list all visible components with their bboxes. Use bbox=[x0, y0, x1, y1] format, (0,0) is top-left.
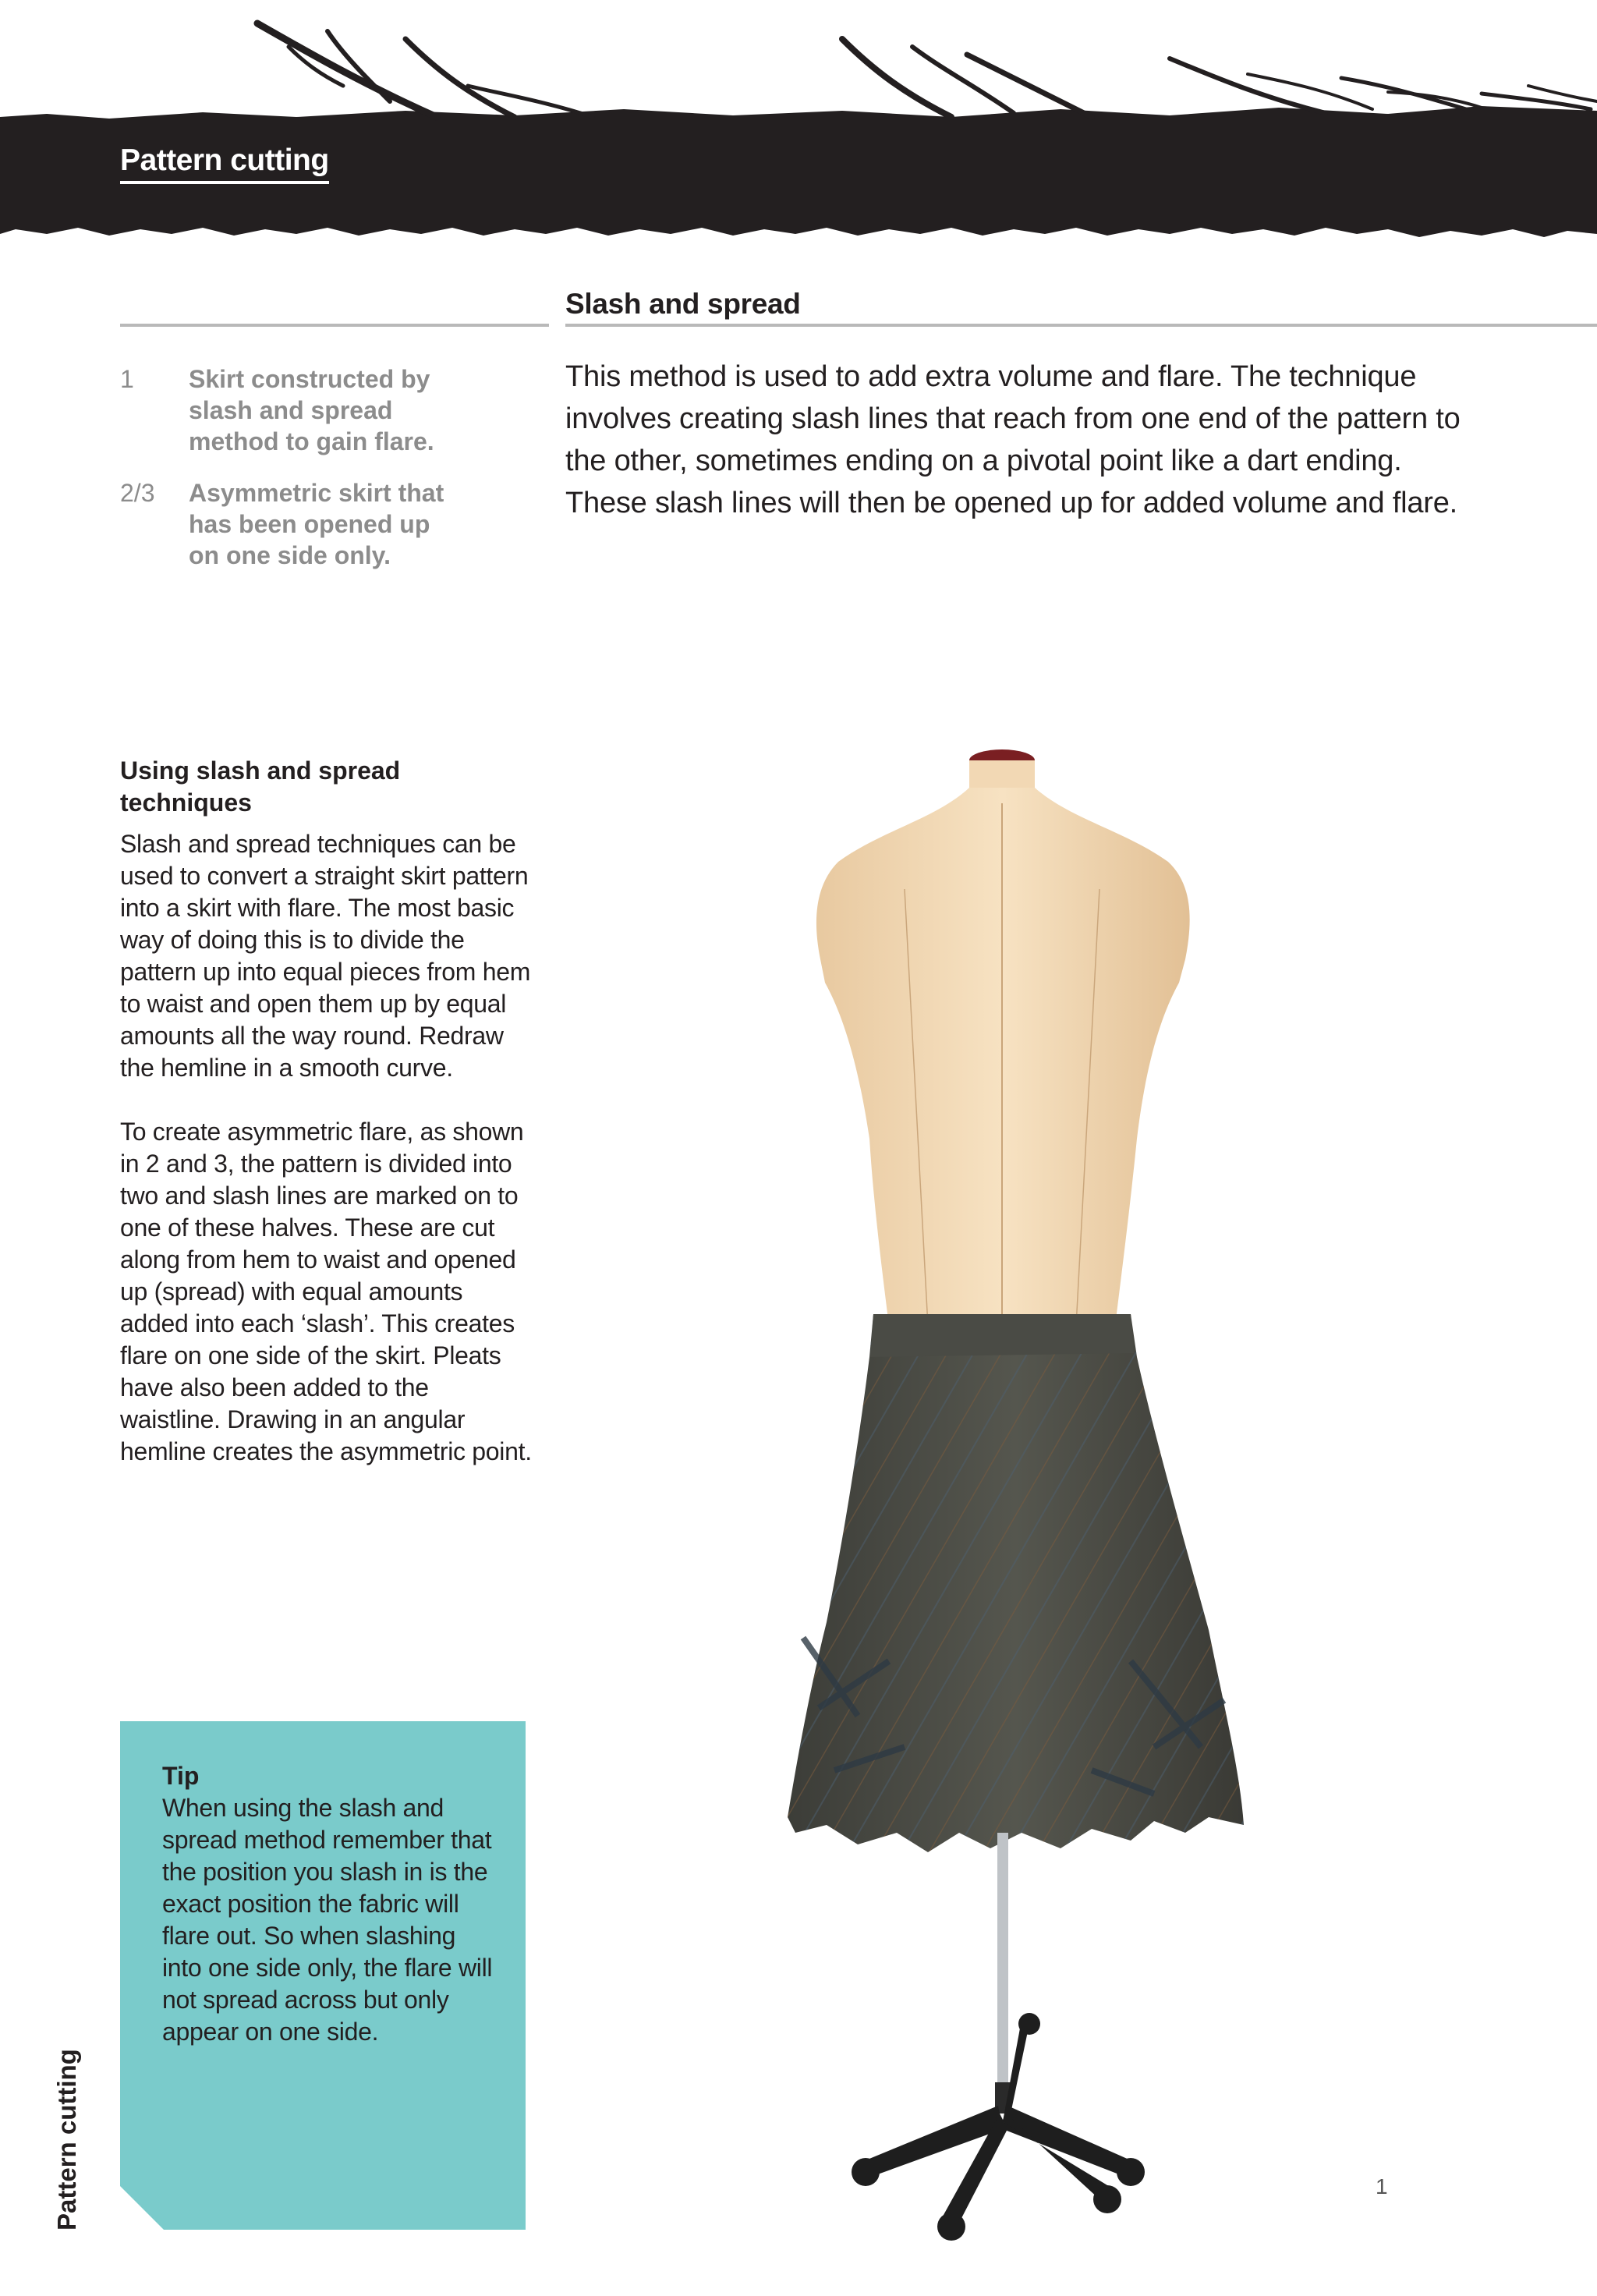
page-heading: Slash and spread bbox=[565, 288, 801, 320]
intro-paragraph: This method is used to add extra volume and flare. The technique involves creating slash lines that reach from one end of the pattern to the other, sometimes ending on a pivotal point like a dart ending. These slash lines will then be opened up for added volume and flare. bbox=[565, 360, 1461, 519]
dress-form-illustration bbox=[764, 733, 1263, 2285]
caption-item bbox=[120, 477, 448, 571]
header-banner bbox=[0, 0, 1597, 250]
body-paragraph: Slash and spread techniques can be used to convert a straight skirt pattern into a skirt with flare. The most basic way of doing this is to divide the pattern up into equal pieces from hem to waist and open them up by equal amounts all the way round. Redraw the hemline in a smooth curve. bbox=[120, 830, 531, 1082]
caption-number: 2/3 bbox=[120, 479, 155, 507]
branch-banner-graphic bbox=[0, 0, 1597, 250]
divider-left bbox=[120, 324, 549, 327]
tip-box bbox=[120, 1721, 526, 2230]
body-paragraph: To create asymmetric flare, as shown in 2 and 3, the pattern is divided into two and slash lines are marked on to one of these halves. These are cut along from hem to waist and opened up (spread) with equal amounts added into each ‘slash’. This creates flare on one side of the skirt. Pleats have also been added to the waistline. Drawing in an angular hemline creates the asymmetric point. bbox=[120, 1118, 532, 1465]
page-number: 1 bbox=[1376, 2174, 1388, 2199]
caption-text: Asymmetric skirt that has been opened up on one side only. bbox=[189, 479, 444, 569]
body-text bbox=[120, 828, 533, 1500]
subsection-heading: Using slash and spread techniques bbox=[120, 756, 401, 817]
caption-item bbox=[120, 363, 448, 457]
section-title: Pattern cutting bbox=[120, 145, 329, 184]
divider-right bbox=[565, 324, 1597, 327]
figure-captions bbox=[120, 363, 448, 591]
skirt-on-dress-form-photo bbox=[764, 733, 1263, 2285]
tip-title: Tip bbox=[162, 1762, 200, 1790]
tip-text: When using the slash and spread method remember that the position you slash in is the exact position the fabric will flare out. So when slashing into one side only, the flare will not spread across but only appear on one side. bbox=[162, 1794, 493, 2046]
side-label: Pattern cutting bbox=[52, 2049, 81, 2230]
caption-number: 1 bbox=[120, 365, 134, 393]
caption-text: Skirt constructed by slash and spread method to gain flare. bbox=[189, 365, 434, 455]
